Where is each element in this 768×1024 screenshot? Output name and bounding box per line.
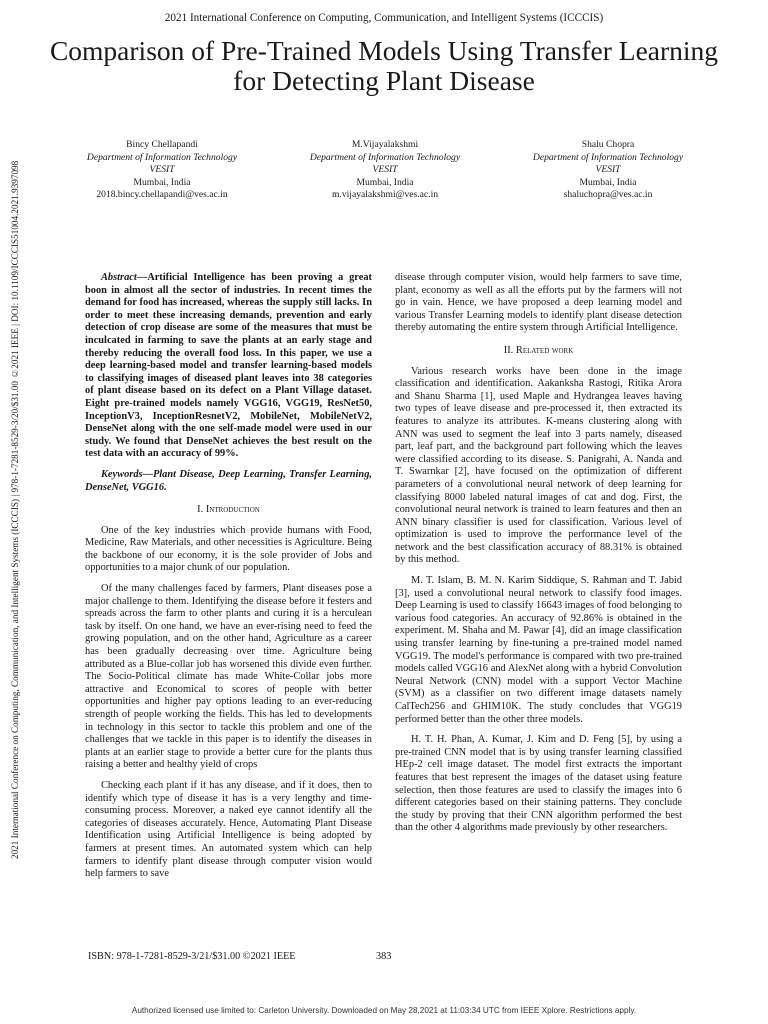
author-name: Shalu Chopra <box>581 139 635 150</box>
section-number: I. <box>197 504 204 516</box>
page-number: 383 <box>376 951 392 962</box>
intro-continuation: disease through computer vision, would help farmers to save time, plant, economy as well as all the efforts put by the farmers will not go in vain. Hence, we have proposed a deep learning model and various Transfer Learning models to identify plant disease detection thereby automating the entire system through Artificial Intelligence. <box>395 272 682 334</box>
author-city: Mumbai, India <box>356 176 414 188</box>
footer-isbn: ISBN: 978-1-7281-8529-3/21/$31.00 ©2021 IEEE <box>88 951 296 962</box>
paper-title: Comparison of Pre-Trained Models Using Transfer Learning for Detecting Plant Disease <box>49 35 719 96</box>
author-organization: VESIT <box>149 164 175 175</box>
section-title: Related work <box>515 344 574 356</box>
doi-side-strip: 2021 International Conference on Computing, Communication, and Intelligent Systems (ICCCIS) | 978-1-7281-8529-3/20/$31.00 ©2021 IEEE | DOI: 10.1109/ICCCIS51004.2021.9397098 <box>10 160 20 860</box>
author-email: 2018.bincy.chellapandi@ves.ac.in <box>96 189 228 200</box>
author-department: Department of Information Technology <box>309 151 461 163</box>
author-email: shaluchopra@ves.ac.in <box>563 189 653 200</box>
abstract <box>85 272 372 461</box>
abstract-label: Abstract— <box>101 272 148 283</box>
author-department: Department of Information Technology <box>532 151 684 163</box>
author-email: m.vijayalakshmi@ves.ac.in <box>331 189 439 200</box>
right-column <box>395 272 682 843</box>
related-work-paragraph-2: M. T. Islam, B. M. N. Karim Siddique, S. Rahman and T. Jabid [3], used a convolutional neural network to classify food images. Deep Learning is used to classify 16643 images of food belonging to various food categories. An accuracy of 92.86% is obtained in the experiment. M. Shaha and M. Pawar [4], did an image classification using transfer learning by fine-tuning a pre-trained model named VGG19. The model's performance is compared with two pre-trained models called VGG16 and AlexNet along with a hybrid Convolution Neural Network (CNN) model with a support Vector Machine (SVM) as a classifier on two different image datasets namely CalTech256 and GHIM10K. The study concludes that VGG19 performed better than the other three models. <box>395 575 682 725</box>
author-city: Mumbai, India <box>579 176 637 188</box>
author-city: Mumbai, India <box>133 176 191 188</box>
license-notice: Authorized licensed use limited to: Carleton University. Downloaded on May 28,2021 at 11:03:34 UTC from IEEE Xplore. Restrictions apply. <box>131 1006 637 1015</box>
related-work-paragraph-1: Various research works have been done in the image classification and identification. Aakanksha Rastogi, Ritika Arora and Shanu Sharma [1], used Maple and Hydrangea leaves having two types of leave disease and pre-processed it, then extracted its features to analyze its attributes. K-means clustering along with ANN was used to segment the leaf into 3 parts namely, diseased part, leaf part, and the background part following which the leaves were classified according to its disease. S. Panigrahi, A. Nanda and T. Swarnkar [2], have focused on the optimization of different parameters of a convolutional neural network of deep learning for classifying 8000 labeled natural images of cat and dog. First, the convolutional neural network is trained to learn features and then an ANN binary classifier is used for classification. Various level of optimization is used to improve the performance level of the network and the best classification accuracy of 88.31% is obtained by this method. <box>395 365 682 566</box>
section-heading-related-work <box>395 345 682 358</box>
keywords: Keywords—Plant Disease, Deep Learning, Transfer Learning, DenseNet, VGG16. <box>85 468 372 493</box>
conference-header: 2021 International Conference on Computing, Communication, and Intelligent Systems (ICCCIS) <box>164 12 604 24</box>
abstract-text: Artificial Intelligence has been proving a great boon in almost all the sector of industries. In recent times the demand for food has increased, whereas the supply still lacks. In order to meet these increasing demands, prevention and early detection of crop disease are some of the measures that must be inculcated in farming to save the plants at an early stage and thereby reducing the overall food loss. In this paper, we use a deep learning-based model and transfer learning-based models to classifying images of diseased plant leaves into 38 categories of plant disease based on its defect on a Plant Village dataset. Eight pre-trained models namely VGG16, VGG19, ResNet50, InceptionV3, InceptionResnetV2, MobileNet, MobileNetV2, DenseNet along with the one self-made model were used in our study. We found that DenseNet achieves the best result on the test data with an accuracy of 99%. <box>85 272 372 460</box>
intro-paragraph-2: Of the many challenges faced by farmers, Plant diseases pose a major challenge to them. Identifying the disease before it festers and spreads across the farm to other plants and curing it is a herculean task by itself. On one hand, we have an ever-rising need to feed the growing population, and on the other hand, Agriculture as a career has been gradually decreasing over time. Agriculture being attributed as a Blue-collar job has worsened this divide even further. The Socio-Political climate has made White-Collar jobs more attractive and Economical to scores of people with better opportunities and higher pay options leading to an ever-reducing strength of people working the fields. This has led to developments in technology in this sector to tackle this problem and one of the challenges that we tackle in this paper is to identify the diseases in plants at an earlier stage to provide a better cure for the plants thus raising a better and healthy yield of crops <box>85 583 372 771</box>
author-organization: VESIT <box>595 164 621 175</box>
author-organization: VESIT <box>372 164 398 175</box>
author-name: Bincy Chellapandi <box>126 139 198 150</box>
author-block-2 <box>275 139 495 202</box>
section-title: Introduction <box>205 504 260 516</box>
section-heading-introduction <box>85 504 372 517</box>
author-block-3 <box>498 139 718 202</box>
section-number: II. <box>503 344 514 356</box>
intro-paragraph-1: One of the key industries which provide humans with Food, Medicine, Raw Materials, and other necessities is Agriculture. Being the backbone of our economy, it is the sole provider of Jobs and opportunities to a major chunk of our population. <box>85 524 372 574</box>
author-block-1 <box>52 139 272 202</box>
intro-paragraph-3: Checking each plant if it has any disease, and if it does, then to identify which type of disease it has is a very lengthy and time-consuming process. Moreover, a naked eye cannot identify all the categories of diseases accurately. Hence, Automating Plant Disease Identification using Artificial Intelligence is being adopted by farmers at present times. An automated system which can help farmers to identify plant disease through computer vision would help farmers to save <box>85 779 372 880</box>
author-department: Department of Information Technology <box>86 151 238 163</box>
related-work-paragraph-3: H. T. H. Phan, A. Kumar, J. Kim and D. Feng [5], by using a pre-trained CNN model that is by using transfer learning classified HEp-2 cell image dataset. The model first extracts the important features that best represent the images of the dataset using feature selection, then those features are used to classify the images into 6 different categories based on their staining patterns. They conclude the study by proving that their CNN algorithm performed the best than the other 4 algorithms made previously by other researchers. <box>395 734 682 834</box>
author-name: M.Vijayalakshmi <box>351 139 419 150</box>
left-column <box>85 272 372 889</box>
